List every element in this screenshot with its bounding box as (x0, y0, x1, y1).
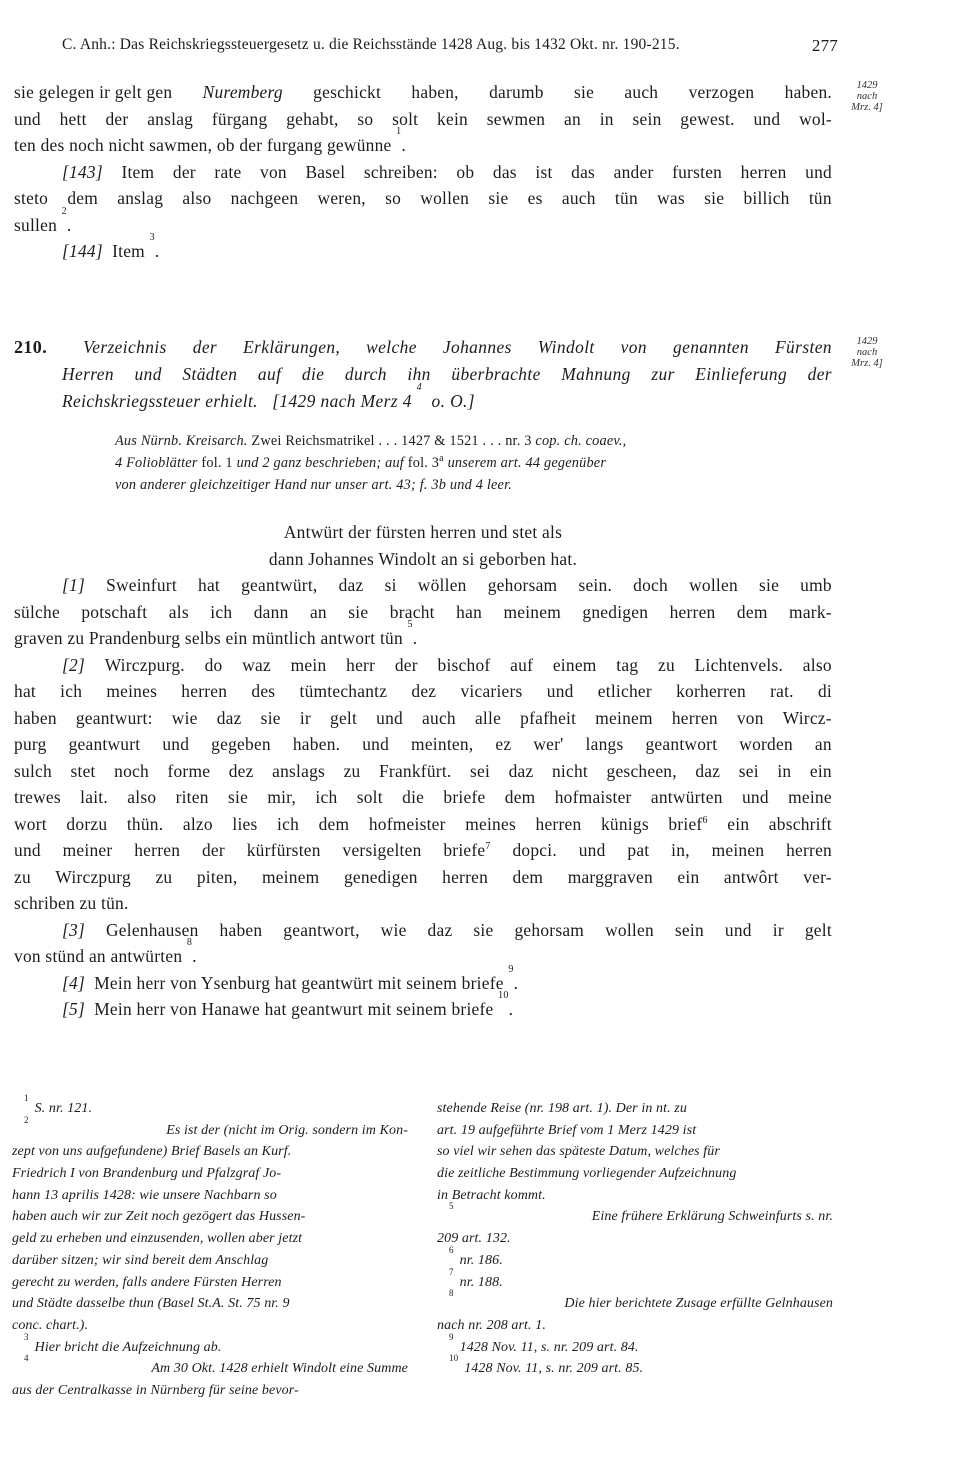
document-title: dann Johannes Windolt an si geborben hat. (268, 548, 578, 569)
footnote-line: darüber sitzen; wir sind bereit dem Anschlag (12, 1252, 269, 1268)
text-line: sullen 2 . (14, 212, 832, 239)
text-line: haben geantwurt: wie daz sie ir gelt und auch alle pfafheit meinem herren von Wircz- (14, 707, 832, 728)
running-header (62, 36, 838, 56)
footnote-ref: 6 (702, 814, 708, 826)
article-number: [3] (62, 919, 85, 940)
footnote-ref: 8 (186, 937, 193, 948)
top-text-block (14, 79, 832, 265)
footnote-ref: 3 (149, 232, 155, 243)
text-line: [143] Item der rate von Basel schreiben: ob das ist das ander fursten herren und (14, 159, 832, 186)
article-number: [2] (62, 654, 85, 675)
document-body (14, 519, 832, 1023)
footnote-line: zept von uns aufgefundene) Brief Basels an Kurf. (12, 1144, 292, 1160)
text-line: ten des noch nicht sawmen, ob der furgang gewünne 1 . (14, 132, 832, 159)
margin-note-date: 1429 nach Mrz. 4] (851, 80, 883, 113)
margin-note-date-heading: 1429 nach Mrz. 4] (851, 336, 883, 369)
footnote: 9 1428 Nov. 11, s. nr. 209 art. 84. (449, 1331, 639, 1355)
footnote-line: die zeitliche Bestimmung vorliegender Aufzeichnung (437, 1166, 737, 1182)
text-line: steto dem anslag also nachgeen weren, so wollen sie es auch tün was sie billich tün (14, 188, 832, 208)
running-title: C. Anh.: Das Reichskriegssteuergesetz u. die Reichsstände 1428 Aug. bis 1432 Okt. nr. 190-215. (62, 36, 680, 53)
text-line: purg geantwurt und gegeben haben. und meinten, ez wer' langs geantwort worden an (14, 734, 832, 754)
footnote-line: conc. chart.). (12, 1317, 89, 1333)
footnote-ref: 1 (396, 126, 402, 137)
footnote-ref: 2 (61, 205, 67, 217)
text-line: [1] Sweinfurt hat geantwürt, daz si wöllen gehorsam sein. doch wollen sie umb (14, 572, 832, 599)
footnote-ref: 4 (416, 382, 422, 393)
footnote-line: Friedrich I von Brandenburg und Pfalzgraf Jo- (12, 1166, 282, 1182)
footnote: 3 Hier bricht die Aufzeichnung ab. (24, 1331, 222, 1355)
footnote-line: haben auch wir zur Zeit noch gezögert das Hussen- (12, 1209, 306, 1225)
footnote: 5 Eine frühere Erklärung Schweinfurts s. nr. (449, 1201, 833, 1225)
footnote: 1 S. nr. 121. (24, 1093, 93, 1116)
footnotes-left (12, 1093, 408, 1402)
document-heading: 210. Verzeichnis der Erklärungen, welche Johannes Windolt von genannten Fürsten Herren und Städten auf die durch ihn überbrachte Mahnung zur Einlieferung der Reichskriegssteuer erhielt. [1429 nach Merz 4 4 o. O.] (14, 334, 832, 415)
article-number: [5] (62, 999, 85, 1019)
text-line: graven zu Prandenburg selbs ein müntlich antwort tün 5 . (14, 625, 832, 652)
text-line: von stünd an antwürten 8 . (14, 943, 832, 970)
text-line: sulch stet noch forme dez anslags zu Frankfürt. sei daz nicht gescheen, daz sei in ein (14, 760, 832, 781)
text-line: [2] Wirczpurg. do waz mein herr der bischof auf einem tag zu Lichtenvels. also (14, 652, 832, 679)
text-line: [4] Mein herr von Ysenburg hat geantwürt mit seinem briefe 9 . (14, 970, 832, 997)
footnote-line: gerecht zu werden, falls andere Fürsten Herren (12, 1274, 282, 1290)
footnote-line: so viel wir sehen das späteste Datum, welches für (437, 1144, 720, 1160)
footnote-line: nach nr. 208 art. 1. (437, 1317, 546, 1333)
footnote-line: stehende Reise (nr. 198 art. 1). Der in nt. zu (437, 1101, 687, 1116)
article-number: [144] (62, 241, 103, 261)
text-line: trewes lait. also riten sie mir, ich solt die briefe dem hofmaister antwürten und meine (14, 787, 832, 807)
footnote: 4 Am 30 Okt. 1428 erhielt Windolt eine Summe (24, 1353, 408, 1377)
text-line: sie gelegen ir gelt gen Nuremberg geschickt haben, darumb sie auch verzogen haben. (14, 82, 832, 102)
text-line: und hett der anslag fürgang gehabt, so solt kein sewmen an in sein gewest. und wol- (14, 108, 832, 129)
text-line: und meiner herren der kürfürsten versigelten briefe$^7$ dopci. und pat in, meinen herren (14, 840, 832, 860)
text-line: sülche potschaft als ich dann an sie bracht han meinem gnedigen herren dem mark- (14, 601, 832, 622)
footnote: 2 Es ist der (nicht im Orig. sondern im Kon- (24, 1114, 408, 1138)
footnote-line: in Betracht kommt. (437, 1187, 546, 1203)
footnote-line: geld zu erheben und einzusenden, wollen aber jetzt (12, 1231, 303, 1247)
footnote: 8 Die hier berichtete Zusage erfüllte Gelnhausen (449, 1288, 833, 1312)
footnote-line: aus der Centralkasse in Nürnberg für seine bevor- (12, 1382, 299, 1398)
footnote: 10 1428 Nov. 11, s. nr. 209 art. 85. (449, 1353, 644, 1377)
footnotes-right (437, 1098, 833, 1380)
article-number: [4] (62, 972, 85, 993)
text-line: hat ich meines herren des tümtechantz dez vicariers und etlicher korherren rat. di (14, 681, 832, 701)
text-line: [5] Mein herr von Hanawe hat geantwurt mit seinem briefe 10 . (14, 996, 832, 1023)
text-line: wort dorzu thün. alzo lies ich dem hofmeister meines herren künigs brief$^6$ ein abschrift (14, 813, 832, 834)
article-number: [143] (62, 161, 103, 182)
footnote-line: 209 art. 132. (437, 1231, 511, 1247)
document-title: Antwürt der fürsten herren und stet als (283, 522, 563, 542)
article-number: [1] (62, 575, 85, 595)
footnote: 6 nr. 186. (449, 1244, 503, 1268)
footnote-line: art. 19 aufgeführte Brief vom 1 Merz 1429 ist (437, 1122, 697, 1138)
footnote-ref: 5 (407, 619, 413, 630)
footnote-ref: 9 (508, 963, 514, 975)
text-line: [3] Gelenhausen haben geantwort, wie daz sie gehorsam wollen sein und ir gelt (14, 917, 832, 944)
text-line: zu Wirczpurg zu piten, meinem genedigen herren dem marggraven ein antwôrt ver- (14, 866, 832, 887)
text-line: schriben zu tün. (14, 893, 129, 913)
document-number: 210. (14, 337, 48, 357)
text-line: [144] Item 3 . (14, 238, 832, 265)
page-number: 277 (811, 36, 838, 55)
footnote: 7 nr. 188. (449, 1266, 503, 1290)
footnote-line: hann 13 aprilis 1428: wie unsere Nachbarn so (12, 1187, 277, 1203)
source-note: Aus Nürnb. Kreisarch. Zwei Reichsmatrikel . . . 1427 & 1521 . . . nr. 3 cop. ch. coaev., 4 Folioblätter fol. 1 und 2 ganz beschrieben; auf fol. 3$^a$ unserem art. 44 gegenüber von anderer gleichzeitiger Hand nur unser art. 43; f. 3b und 4 leer. (115, 433, 627, 493)
footnote-ref: 10 (498, 990, 509, 1001)
footnote-ref: 7 (485, 841, 491, 853)
footnote-line: und Städte dasselbe thun (Basel St.A. St. 75 nr. 9 (12, 1296, 290, 1312)
